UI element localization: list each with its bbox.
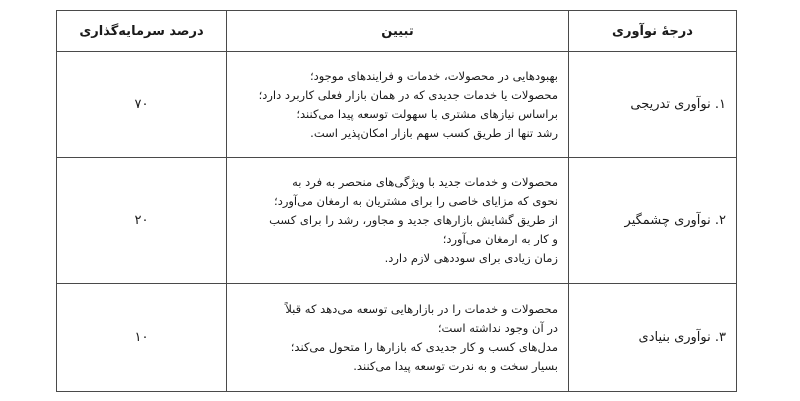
table-header-row (57, 11, 737, 52)
explanation-line: محصولات و خدمات را در بازارهایی توسعه می‌دهد که قبلاً (285, 301, 558, 316)
explanation-cell (227, 158, 569, 284)
degree-cell: ۳. نوآوری بنیادی (569, 284, 737, 392)
explanation-line: مدل‌های کسب و کار جدیدی که بازارها را متحول می‌کند؛ (290, 339, 558, 354)
explanation-line: از طریق گشایش بازارهای جدید و مجاور، رشد را برای کسب (269, 213, 558, 227)
explanation-line: نحوی که مزایای خاصی را برای مشتریان به ارمغان می‌آورد؛ (274, 194, 558, 208)
explanation-line: محصولات یا خدمات جدیدی که در همان بازار فعلی کاربرد دارد؛ (258, 87, 558, 102)
investment-cell: ۱۰ (57, 284, 227, 392)
header-investment: درصد سرمایه‌گذاری (57, 11, 227, 52)
explanation-line: بسیار سخت و به ندرت توسعه پیدا می‌کنند. (353, 358, 558, 373)
explanation-line: زمان زیادی برای سوددهی لازم دارد. (384, 251, 558, 265)
header-degree: درجۀ نوآوری (569, 11, 737, 52)
explanation-cell (227, 284, 569, 392)
table-row (57, 158, 737, 284)
explanation-cell (227, 52, 569, 158)
degree-cell: ۱. نوآوری تدریجی (569, 52, 737, 158)
explanation-line: محصولات و خدمات جدید با ویژگی‌های منحصر به فرد به (292, 175, 558, 189)
innovation-degree-table (56, 10, 737, 392)
table-row (57, 52, 737, 158)
explanation-line: بهبودهایی در محصولات، خدمات و فرایندهای موجود؛ (309, 68, 558, 83)
header-explanation: تبیین (227, 11, 569, 52)
degree-cell: ۲. نوآوری چشمگیر (569, 158, 737, 284)
table-row (57, 284, 737, 392)
explanation-line: رشد تنها از طریق کسب سهم بازار امکان‌پذیر است. (310, 125, 558, 140)
explanation-line: و کار به ارمغان می‌آورد؛ (442, 232, 558, 246)
investment-cell: ۷۰ (57, 52, 227, 158)
explanation-line: براساس نیازهای مشتری با سهولت توسعه پیدا می‌کنند؛ (296, 106, 558, 121)
investment-cell: ۲۰ (57, 158, 227, 284)
explanation-line: در آن وجود نداشته است؛ (437, 320, 558, 335)
